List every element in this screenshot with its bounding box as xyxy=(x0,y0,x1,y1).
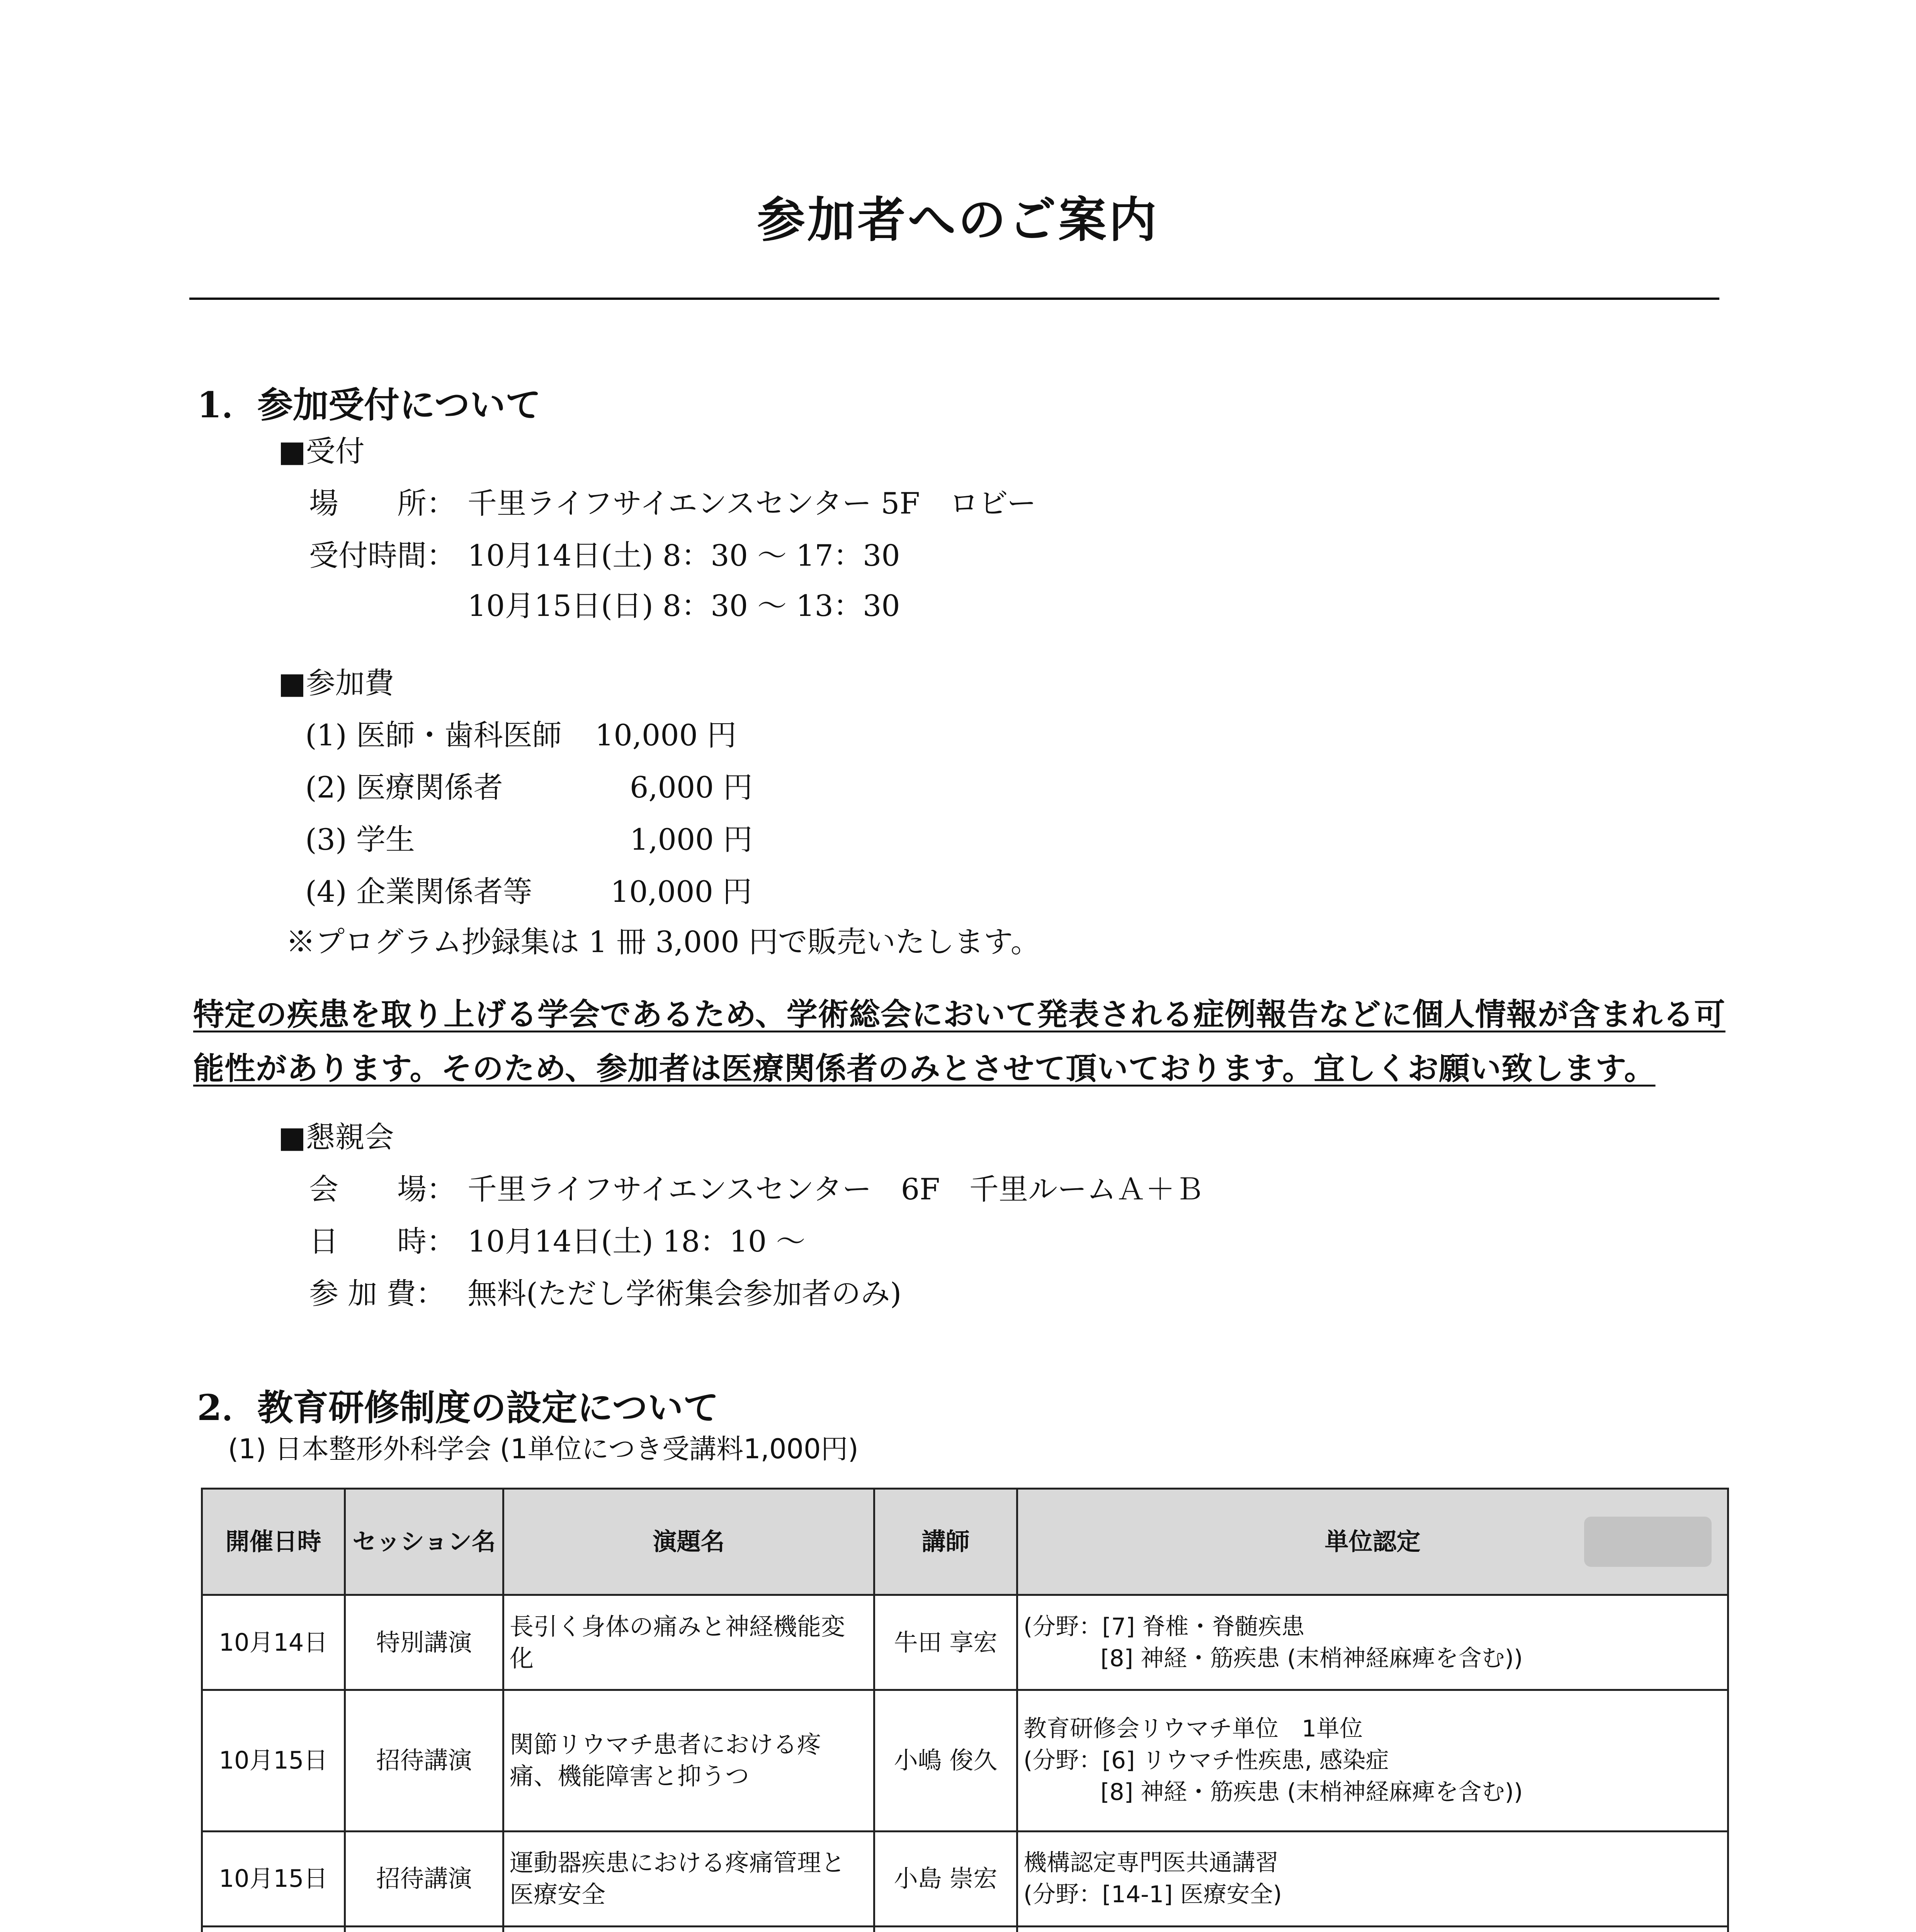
table-row xyxy=(202,1831,1728,1926)
cell-date: 10月15日 xyxy=(202,1831,345,1926)
cell-date: 10月14日 xyxy=(202,1595,345,1690)
fee-item-price: 6,000 円 xyxy=(630,770,753,804)
header-units xyxy=(1017,1489,1728,1595)
privacy-notice: 特定の疾患を取り上げる学会であるため、学術総会において発表される症例報告などに個人情報が含まれる可能性があります。そのため、参加者は医療関係者のみとさせて頂いております。宜しくお願い致します。 xyxy=(193,996,1726,1087)
reception-label: ■受付 xyxy=(278,434,365,468)
fee-item-price: 10,000 円 xyxy=(610,874,752,909)
reception-place-value: 千里ライフサイエンスセンター 5F ロビー xyxy=(468,486,1036,520)
cell-speaker: 小島 崇宏 xyxy=(874,1831,1017,1926)
fee-label: ■参加費 xyxy=(278,666,394,700)
cell-topic: 関節リウマチ患者における疼痛、機能障害と抑うつ xyxy=(503,1690,874,1831)
cell-speaker xyxy=(874,1926,1017,1932)
cell-speaker: 牛田 享宏 xyxy=(874,1595,1017,1690)
fee-item-price: 1,000 円 xyxy=(630,822,753,857)
reception-time-1: 10月14日(土) 8：30 ～ 17：30 xyxy=(468,538,900,573)
fee-item-name: (4) 企業関係者等 xyxy=(305,874,532,909)
reception-time-key: 受付時間： xyxy=(309,538,456,573)
cell-topic: 長引く身体の痛みと神経機能変化 xyxy=(503,1595,874,1690)
cell-session: 招待講演 xyxy=(345,1831,503,1926)
cell-units: 機構認定専門医共通講習 (分野：[14-1] 医療安全) xyxy=(1017,1831,1728,1926)
cell-units: 教育研修会リウマチ単位 1単位 (分野：[6] リウマチ性疾患, 感染症 [8] 神経・筋疾患 (末梢神経麻痺を含む)) xyxy=(1017,1690,1728,1831)
party-venue-value: 千里ライフサイエンスセンター 6F 千里ルームＡ＋Ｂ xyxy=(468,1172,1204,1206)
cell-date xyxy=(202,1926,345,1932)
header-units-label: 単位認定 xyxy=(1324,1527,1421,1556)
fee-item-price: 10,000 円 xyxy=(595,718,737,752)
header-topic: 演題名 xyxy=(503,1489,874,1595)
header-date: 開催日時 xyxy=(202,1489,345,1595)
cell-date: 10月15日 xyxy=(202,1690,345,1831)
cell-topic: 運動器疾患における疼痛管理と医療安全 xyxy=(503,1831,874,1926)
cell-session: 特別講演 xyxy=(345,1595,503,1690)
section2-subheading: (1) 日本整形外科学会 (1単位につき受講料1,000円) xyxy=(228,1433,859,1465)
party-label: ■懇親会 xyxy=(278,1120,394,1154)
party-date-value: 10月14日(土) 18：10 ～ xyxy=(468,1224,806,1259)
cell-units xyxy=(1017,1926,1728,1932)
cell-session xyxy=(345,1926,503,1932)
education-units-table xyxy=(201,1488,1729,1932)
header-session: セッション名 xyxy=(345,1489,503,1595)
table-row xyxy=(202,1690,1728,1831)
redacted-stamp xyxy=(1584,1517,1712,1567)
fee-item-name: (1) 医師・歯科医師 xyxy=(305,718,562,752)
table-row xyxy=(202,1926,1728,1932)
party-date-key: 日 時： xyxy=(309,1224,456,1259)
section2-heading: 2．教育研修制度の設定について xyxy=(197,1387,719,1429)
party-fee-key: 参 加 費： xyxy=(309,1276,445,1311)
reception-time-2: 10月15日(日) 8：30 ～ 13：30 xyxy=(468,588,900,623)
table-row xyxy=(202,1595,1728,1690)
fee-item-name: (3) 学生 xyxy=(305,822,415,857)
title-divider xyxy=(189,298,1719,300)
header-speaker: 講師 xyxy=(874,1489,1017,1595)
fee-item-name: (2) 医療関係者 xyxy=(305,770,503,804)
page-title: 参加者へのご案内 xyxy=(757,192,1159,248)
reception-place-key: 場 所： xyxy=(309,486,456,520)
cell-session: 招待講演 xyxy=(345,1690,503,1831)
party-venue-key: 会 場： xyxy=(309,1172,456,1206)
section1-heading: 1．参加受付について xyxy=(197,384,541,426)
cell-units: (分野：[7] 脊椎・脊髄疾患 [8] 神経・筋疾患 (末梢神経麻痺を含む)) xyxy=(1017,1595,1728,1690)
cell-speaker: 小嶋 俊久 xyxy=(874,1690,1017,1831)
party-fee-value: 無料(ただし学術集会参加者のみ) xyxy=(468,1276,902,1311)
cell-topic xyxy=(503,1926,874,1932)
table-header-row xyxy=(202,1489,1728,1595)
fee-note: ※プログラム抄録集は 1 冊 3,000 円で販売いたします。 xyxy=(286,925,1040,959)
